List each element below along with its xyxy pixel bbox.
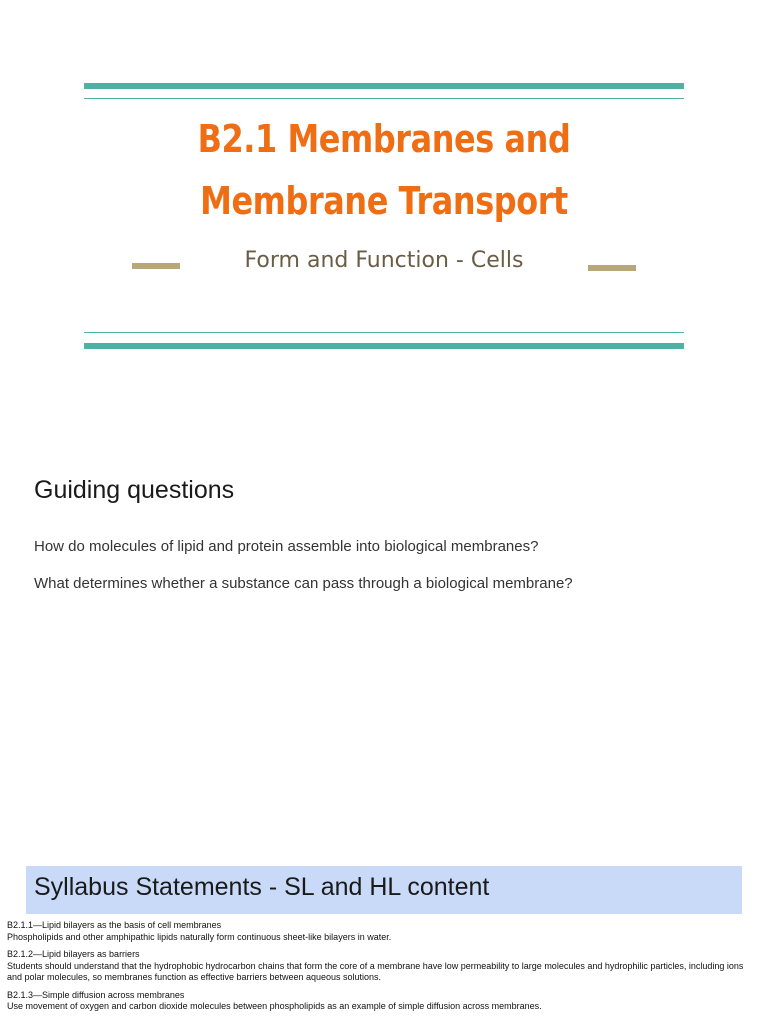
subtitle-row bbox=[84, 244, 684, 284]
syllabus-item-text: Students should understand that the hydrophobic hydrocarbon chains that form the core of a membrane have low permeability to large molecules and hydrophilic particles, including ions and polar molecules, so membranes function as effective barriers between aqueous solutions. bbox=[7, 960, 744, 982]
top-thin-rule bbox=[84, 98, 684, 99]
syllabus-item bbox=[7, 990, 759, 1013]
syllabus-heading: Syllabus Statements - SL and HL content bbox=[34, 873, 490, 901]
syllabus-item bbox=[7, 920, 759, 943]
bottom-thin-rule bbox=[84, 332, 684, 333]
syllabus-statement-list bbox=[7, 920, 759, 1019]
left-accent-dash bbox=[132, 263, 180, 269]
syllabus-item-text: Phospholipids and other amphipathic lipids naturally form continuous sheet-like bilayers in water. bbox=[7, 931, 392, 942]
syllabus-item bbox=[7, 949, 759, 984]
syllabus-heading-banner bbox=[26, 866, 742, 914]
title-line-2: Membrane Transport bbox=[200, 179, 568, 223]
right-accent-dash bbox=[588, 265, 636, 271]
syllabus-item-title: B2.1.3—Simple diffusion across membranes bbox=[7, 989, 185, 1000]
syllabus-item-title: B2.1.1—Lipid bilayers as the basis of cell membranes bbox=[7, 920, 222, 930]
guiding-question-1: How do molecules of lipid and protein assemble into biological membranes? bbox=[34, 538, 539, 555]
bottom-thick-rule bbox=[84, 343, 684, 349]
top-thick-rule bbox=[84, 83, 684, 89]
guiding-question-2: What determines whether a substance can pass through a biological membrane? bbox=[34, 575, 573, 592]
syllabus-item-title: B2.1.2—Lipid bilayers as barriers bbox=[7, 949, 140, 959]
title-line-1: B2.1 Membranes and bbox=[197, 117, 571, 161]
guiding-questions-heading: Guiding questions bbox=[34, 476, 235, 504]
title-slide bbox=[0, 0, 768, 430]
slide-subtitle: Form and Function - Cells bbox=[244, 248, 524, 273]
syllabus-item-text: Use movement of oxygen and carbon dioxide molecules between phospholipids as an example of simple diffusion across membranes. bbox=[7, 1001, 542, 1011]
slide-title bbox=[132, 108, 636, 232]
